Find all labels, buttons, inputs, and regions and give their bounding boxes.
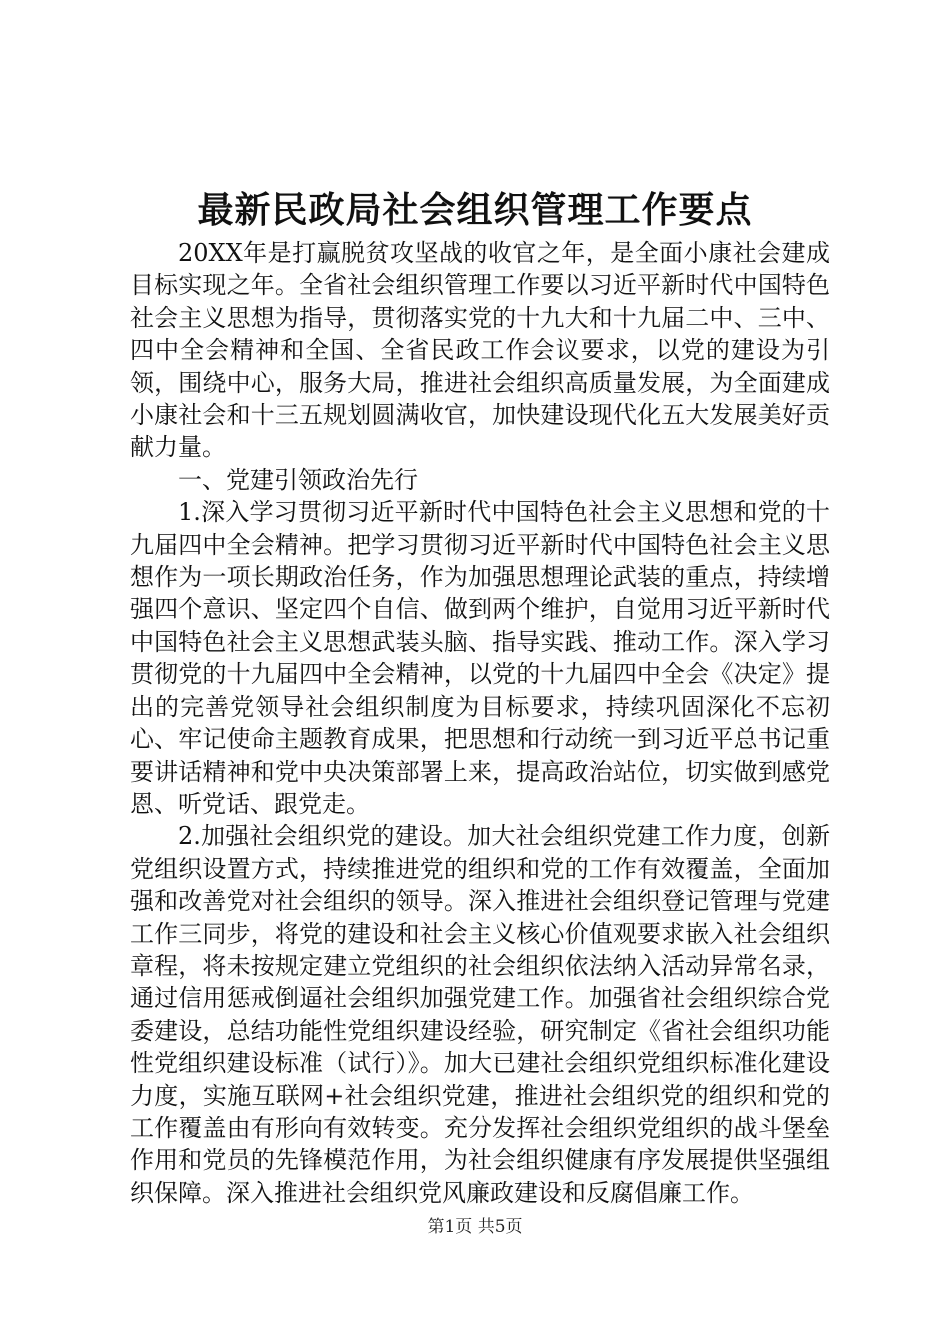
intro-paragraph: 20XX年是打赢脱贫攻坚战的收官之年，是全面小康社会建成目标实现之年。全省社会组织管理工作要以习近平新时代中国特色社会主义思想为指导，贯彻落实党的十九大和十九届二中、三中、四中全会精神和全国、全省民政工作会议要求，以党的建设为引领，围绕中心，服务大局，推进社会组织高质量发展，为全面建成小康社会和十三五规划圆满收官，加快建设现代化五大发展美好贡献力量。 xyxy=(130,239,830,462)
body-paragraph: 2.加强社会组织党的建设。加大社会组织党建工作力度，创新党组织设置方式，持续推进党的组织和党的工作有效覆盖，全面加强和改善党对社会组织的领导。深入推进社会组织登记管理与党建工作三同步，将党的建设和社会主义核心价值观要求嵌入社会组织章程，将未按规定建立党组织的社会组织依法纳入活动异常名录，通过信用惩戒倒逼社会组织加强党建工作。加强省社会组织综合党委建设，总结功能性党组织建设经验，研究制定《省社会组织功能性党组织建设标准（试行）》。加大已建社会组织党组织标准化建设力度，实施互联网+社会组织党建，推进社会组织党的组织和党的工作覆盖由有形向有效转变。充分发挥社会组织党组织的战斗堡垒作用和党员的先锋模范作用，为社会组织健康有序发展提供坚强组织保障。深入推进社会组织党风廉政建设和反腐倡廉工作。 xyxy=(130,822,830,1207)
body-paragraph: 1.深入学习贯彻习近平新时代中国特色社会主义思想和党的十九届四中全会精神。把学习贯彻习近平新时代中国特色社会主义思想作为一项长期政治任务，作为加强思想理论武装的重点，持续增强四个意识、坚定四个自信、做到两个维护，自觉用习近平新时代中国特色社会主义思想武装头脑、指导实践、推动工作。深入学习贯彻党的十九届四中全会精神，以党的十九届四中全会《决定》提出的完善党领导社会组织制度为目标要求，持续巩固深化不忘初心、牢记使命主题教育成果，把思想和行动统一到习近平总书记重要讲话精神和党中央决策部署上来，提高政治站位，切实做到感党恩、听党话、跟党走。 xyxy=(130,498,830,818)
section-heading: 一、党建引领政治先行 xyxy=(178,465,418,494)
document-body xyxy=(130,237,830,1209)
page-footer: 第1页 共5页 xyxy=(427,1217,523,1237)
document-title: 最新民政局社会组织管理工作要点 xyxy=(197,189,753,231)
